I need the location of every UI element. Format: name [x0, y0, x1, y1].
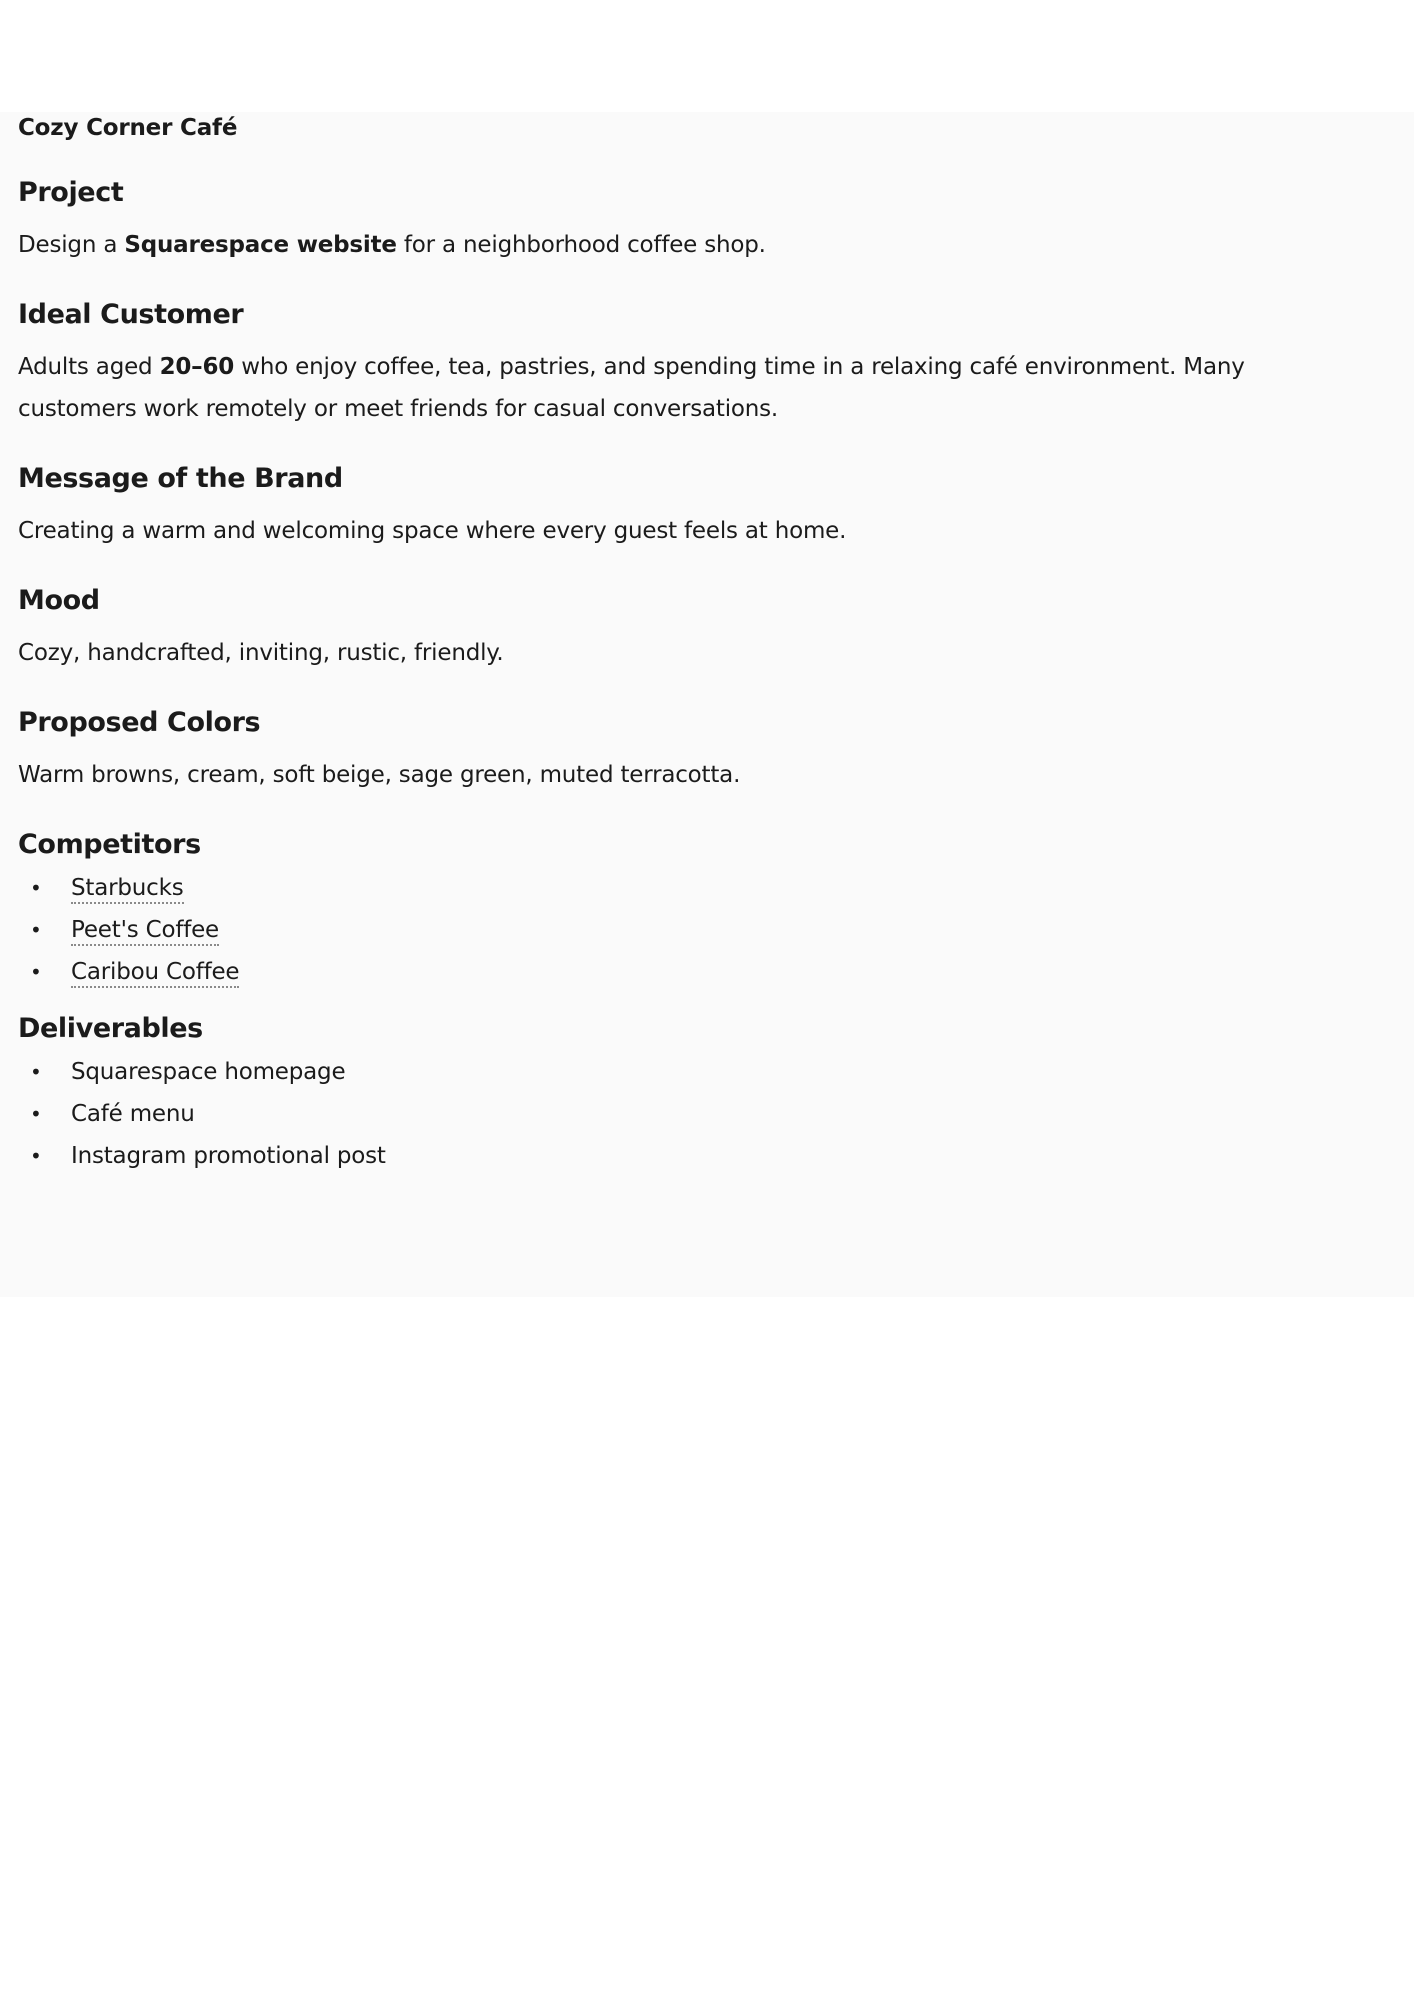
list-item	[18, 867, 1396, 909]
ideal-customer-text-after: who enjoy coffee, tea, pastries, and spending time in a relaxing café environment. Many customers work remotely or meet friends for casual conversations.	[18, 354, 1245, 422]
competitor-link-peets[interactable]: Peet's Coffee	[71, 917, 219, 946]
list-item	[18, 1093, 1396, 1135]
ideal-customer-description	[18, 346, 1308, 430]
project-text-after: for a neighborhood coffee shop.	[396, 232, 766, 258]
document-body	[0, 112, 1414, 1297]
section-heading-ideal-customer: Ideal Customer	[18, 299, 244, 330]
bullet-icon: •	[30, 1144, 42, 1168]
list-item	[18, 1135, 1396, 1177]
competitor-link-caribou[interactable]: Caribou Coffee	[71, 959, 239, 988]
ideal-customer-text-bold: 20–60	[159, 354, 235, 380]
section-heading-deliverables: Deliverables	[18, 1013, 203, 1044]
competitors-list	[18, 867, 1396, 993]
project-description	[18, 224, 1396, 266]
project-text-before: Design a	[18, 232, 125, 258]
section-heading-proposed-colors: Proposed Colors	[18, 707, 261, 738]
brand-message-text: Creating a warm and welcoming space where every guest feels at home.	[18, 518, 847, 544]
bullet-icon: •	[30, 1102, 42, 1126]
deliverables-list	[18, 1051, 1396, 1177]
section-heading-mood: Mood	[18, 585, 100, 616]
project-text-bold: Squarespace website	[124, 232, 397, 258]
bullet-icon: •	[30, 876, 42, 900]
bullet-icon: •	[30, 1060, 42, 1084]
document-title: Cozy Corner Café	[18, 115, 238, 141]
deliverable-item: Instagram promotional post	[71, 1143, 386, 1169]
list-item	[18, 909, 1396, 951]
ideal-customer-text-before: Adults aged	[18, 354, 160, 380]
list-item	[18, 951, 1396, 993]
mood-text: Cozy, handcrafted, inviting, rustic, friendly.	[18, 640, 504, 666]
list-item	[18, 1051, 1396, 1093]
proposed-colors-text: Warm browns, cream, soft beige, sage green, muted terracotta.	[18, 762, 741, 788]
section-heading-competitors: Competitors	[18, 829, 201, 860]
bullet-icon: •	[30, 960, 42, 984]
section-heading-project: Project	[18, 177, 124, 208]
deliverable-item: Café menu	[71, 1101, 195, 1127]
competitor-link-starbucks[interactable]: Starbucks	[71, 875, 184, 904]
section-heading-brand-message: Message of the Brand	[18, 463, 343, 494]
bullet-icon: •	[30, 918, 42, 942]
deliverable-item: Squarespace homepage	[71, 1059, 346, 1085]
